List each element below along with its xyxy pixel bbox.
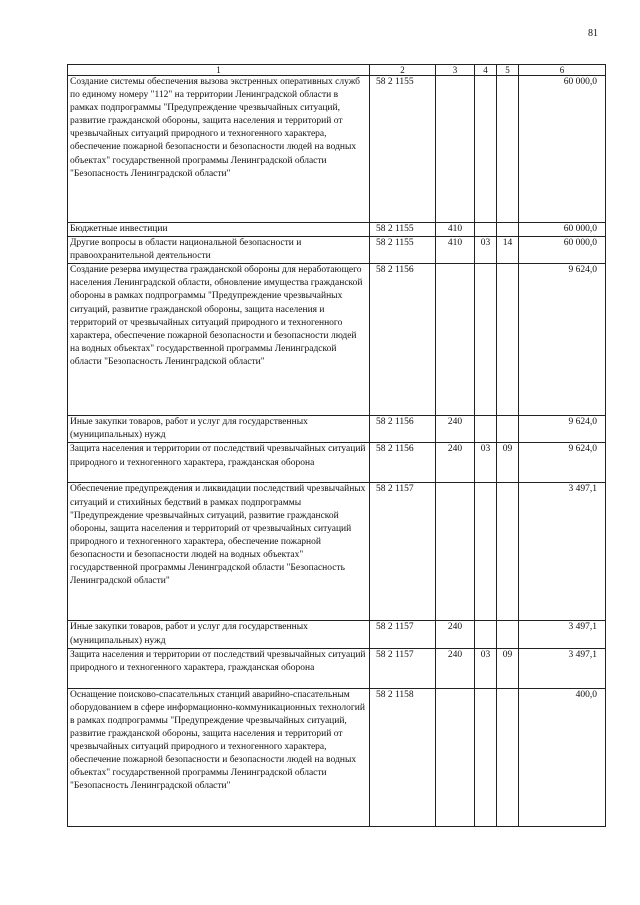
row-code: 58 2 1156 [370, 416, 436, 443]
row-name: Защита населения и территории от последствий чрезвычайных ситуаций природного и техногенного характера, гражданская оборона [68, 648, 370, 688]
column-header: 2 [370, 65, 436, 76]
row-amount: 60 000,0 [519, 76, 606, 223]
row-col4 [475, 688, 497, 826]
row-col4 [475, 416, 497, 443]
row-amount: 60 000,0 [519, 223, 606, 237]
row-col3 [436, 76, 475, 223]
row-col3: 240 [436, 648, 475, 688]
column-header: 4 [475, 65, 497, 76]
table-header-row [68, 65, 606, 76]
row-col4 [475, 76, 497, 223]
row-col5 [497, 483, 519, 621]
row-col3: 240 [436, 416, 475, 443]
table-row [68, 621, 606, 648]
row-col5 [497, 76, 519, 223]
page-number: 81 [588, 28, 598, 39]
row-col3: 410 [436, 223, 475, 237]
row-name: Защита населения и территории от последствий чрезвычайных ситуаций природного и техногенного характера, гражданская оборона [68, 443, 370, 483]
table-row [68, 443, 606, 483]
row-amount: 9 624,0 [519, 443, 606, 483]
row-col4 [475, 621, 497, 648]
column-header: 5 [497, 65, 519, 76]
row-col4: 03 [475, 443, 497, 483]
column-header: 6 [519, 65, 606, 76]
row-col5: 09 [497, 443, 519, 483]
row-amount: 3 497,1 [519, 648, 606, 688]
table-row [68, 237, 606, 264]
table-row [68, 483, 606, 621]
row-col3 [436, 264, 475, 416]
row-col5 [497, 223, 519, 237]
row-name: Создание системы обеспечения вызова экстренных оперативных служб по единому номеру "112" на территории Ленинградской области в рамках подпрограммы "Предупреждение чрезвычайных ситуаций, развитие гражданской обороны, защита населения и территорий от чрезвычайных ситуаций природного и техногенного характера, обеспечение пожарной безопасности и безопасности людей на водных объектах" государственной программы Ленинградской области "Безопасность Ленинградской области" [68, 76, 370, 223]
table-row [68, 688, 606, 826]
row-name: Бюджетные инвестиции [68, 223, 370, 237]
table-row [68, 648, 606, 688]
row-col4: 03 [475, 237, 497, 264]
row-code: 58 2 1157 [370, 483, 436, 621]
table-row [68, 416, 606, 443]
row-col5 [497, 621, 519, 648]
row-code: 58 2 1155 [370, 76, 436, 223]
table-row [68, 223, 606, 237]
row-col3 [436, 483, 475, 621]
row-code: 58 2 1156 [370, 264, 436, 416]
row-code: 58 2 1155 [370, 237, 436, 264]
row-name: Оснащение поисково-спасательных станций аварийно-спасательным оборудованием в сфере информационно-коммуникационных технологий в рамках подпрограммы "Предупреждение чрезвычайных ситуаций, развитие гражданской обороны, защита населения и территорий от чрезвычайных ситуаций природного и техногенного характера, обеспечение пожарной безопасности и безопасности людей на водных объектах" государственной программы Ленинградской области "Безопасность Ленинградской области" [68, 688, 370, 826]
row-amount: 9 624,0 [519, 416, 606, 443]
row-name: Другие вопросы в области национальной безопасности и правоохранительной деятельности [68, 237, 370, 264]
row-col5 [497, 264, 519, 416]
row-col4 [475, 223, 497, 237]
row-col4 [475, 483, 497, 621]
row-col5: 09 [497, 648, 519, 688]
row-code: 58 2 1157 [370, 648, 436, 688]
row-amount: 400,0 [519, 688, 606, 826]
row-col5 [497, 688, 519, 826]
row-code: 58 2 1158 [370, 688, 436, 826]
table-row [68, 264, 606, 416]
row-col3 [436, 688, 475, 826]
row-name: Создание резерва имущества гражданской обороны для неработающего населения Ленинградской области, обновление имущества гражданской обороны в рамках подпрограммы "Предупреждение чрезвычайных ситуаций, развитие гражданской обороны, защита населения и территорий от чрезвычайных ситуаций природного и техногенного характера, обеспечение пожарной безопасности и безопасности людей на водных объектах" государственной программы Ленинградской области "Безопасность Ленинградской области" [68, 264, 370, 416]
column-header: 1 [68, 65, 370, 76]
row-col3: 240 [436, 443, 475, 483]
row-name: Обеспечение предупреждения и ликвидации последствий чрезвычайных ситуаций и стихийных бедствий в рамках подпрограммы "Предупреждение чрезвычайных ситуаций, развитие гражданской обороны, защита населения и территорий от чрезвычайных ситуаций природного и техногенного характера, обеспечение пожарной безопасности и безопасности людей на водных объектах" государственной программы Ленинградской области "Безопасность Ленинградской области" [68, 483, 370, 621]
row-code: 58 2 1155 [370, 223, 436, 237]
budget-table [67, 64, 606, 827]
row-col4: 03 [475, 648, 497, 688]
row-amount: 3 497,1 [519, 621, 606, 648]
row-amount: 9 624,0 [519, 264, 606, 416]
row-col4 [475, 264, 497, 416]
row-code: 58 2 1157 [370, 621, 436, 648]
column-header: 3 [436, 65, 475, 76]
row-name: Иные закупки товаров, работ и услуг для государственных (муниципальных) нужд [68, 416, 370, 443]
row-col5: 14 [497, 237, 519, 264]
row-code: 58 2 1156 [370, 443, 436, 483]
table-row [68, 76, 606, 223]
row-amount: 60 000,0 [519, 237, 606, 264]
row-name: Иные закупки товаров, работ и услуг для государственных (муниципальных) нужд [68, 621, 370, 648]
row-col3: 240 [436, 621, 475, 648]
row-col3: 410 [436, 237, 475, 264]
row-amount: 3 497,1 [519, 483, 606, 621]
row-col5 [497, 416, 519, 443]
